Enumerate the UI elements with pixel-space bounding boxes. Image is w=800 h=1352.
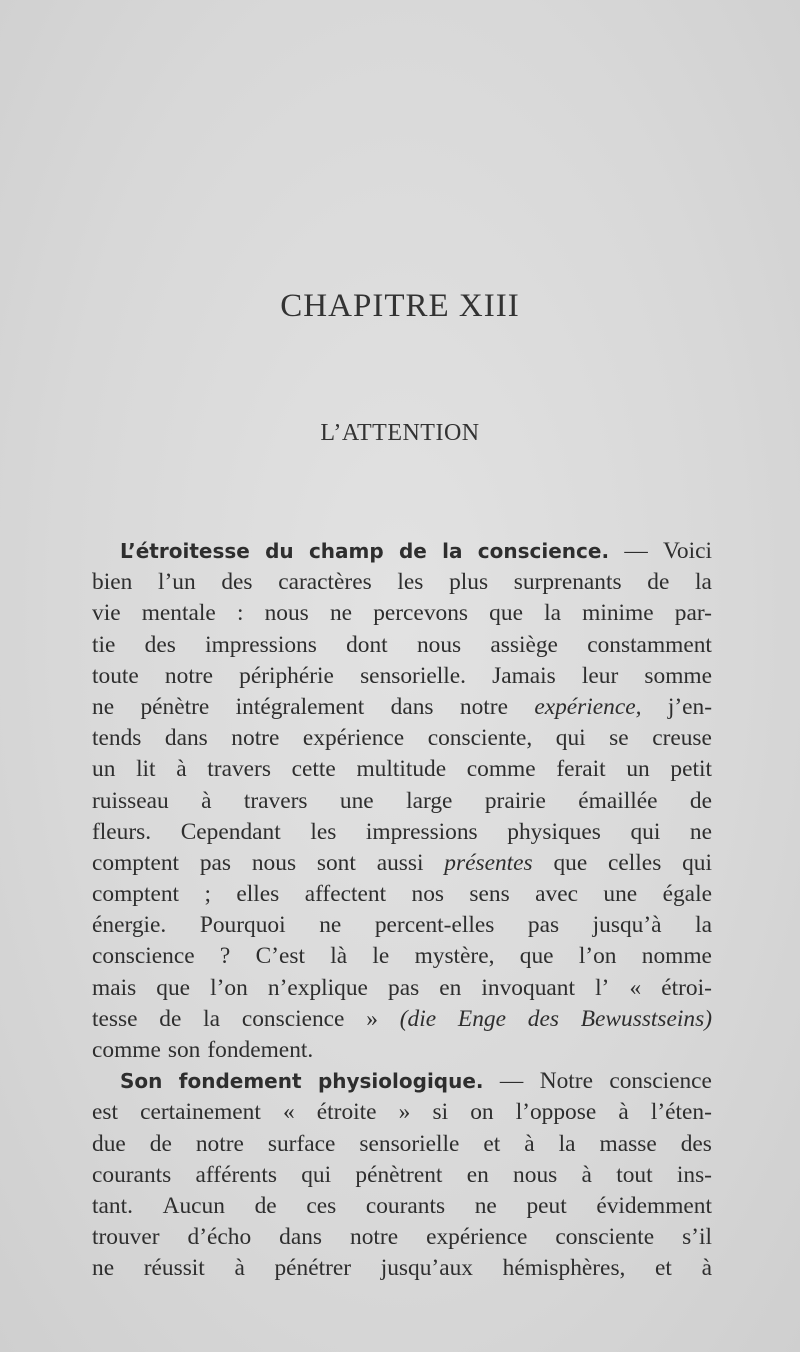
word: comme [466,756,536,783]
word: ? [219,943,231,970]
word: comptent [92,881,180,908]
word: à [618,1099,629,1126]
word: petit [670,756,712,783]
word: est [92,1099,118,1126]
word: la [695,569,712,596]
word: fondement [178,1069,302,1094]
word: là [330,943,348,970]
word: ces [306,1192,337,1219]
text-line [92,1191,712,1222]
word: » [366,1005,378,1032]
word: Jamais [492,662,556,689]
word: l’oppose [515,1099,597,1126]
word: à [701,1255,712,1282]
word: mystère, [414,943,495,970]
word: sensorielle. [360,662,466,689]
word: étroi- [661,974,712,1001]
word: à [201,787,212,814]
word: consciente, [427,725,533,752]
word: sens [469,881,510,908]
word: nous [264,600,309,627]
word: dans [164,725,208,752]
text-line [92,630,712,661]
text-line [92,817,712,848]
word: nous [416,631,462,658]
word: lit [136,756,156,783]
word: pas [388,974,420,1001]
word: pénètrent [355,1161,443,1188]
word: nous [513,1161,558,1188]
word: l’on [210,974,248,1001]
word: consciente [555,1224,655,1251]
word: « [629,974,642,1001]
word: percent-elles [374,912,495,939]
text-line [92,1035,712,1066]
word: l’éten- [650,1099,712,1126]
word: constamment [587,631,712,658]
word: — [499,1068,524,1095]
word: que [519,943,554,970]
word: de [254,1192,277,1219]
word: réussit [143,1255,205,1282]
word: jusqu’à [592,912,662,939]
word: travers [243,787,308,814]
word: avec [535,881,578,908]
word: ne [689,818,712,845]
word: prairie [484,787,546,814]
word: l’on [578,943,617,970]
word: vie [92,600,121,627]
text-line [92,661,712,692]
text-line [92,567,712,598]
word: due [92,1130,126,1157]
word: notre [231,725,280,752]
word: conscience [609,1068,712,1095]
word: le [372,943,390,970]
text-line [92,754,712,785]
word: pénètre [140,693,210,720]
word: physiologique. [317,1069,484,1094]
word: percevons [373,600,469,627]
word: ; [204,881,211,908]
word: évidemment [596,1192,712,1219]
word: Cependant [180,818,281,845]
word: que [156,974,191,1001]
word: les [397,569,424,596]
word: caractères [278,569,372,596]
word: aussi [376,849,424,876]
word: tesse [92,1005,138,1032]
word: courants [365,1192,446,1219]
text-line [92,848,712,879]
word: ruisseau [92,787,169,814]
word: tends [92,725,142,752]
word: de [398,539,427,563]
text-line [92,1160,712,1191]
word: des [221,569,253,596]
word: cette [291,756,336,783]
word: étroite [316,1099,377,1126]
word: impressions [205,631,317,658]
word: ne [92,1255,115,1282]
word: pas [527,912,560,939]
word: comme [92,1037,161,1063]
word: qui [682,849,712,876]
word: leur [581,662,619,689]
word: courants [92,1161,172,1188]
word: n’explique [267,974,368,1001]
word: ne [92,693,115,720]
text-line [92,973,712,1004]
text-line [92,1253,712,1284]
word: nous [251,849,297,876]
text-line [92,1129,712,1160]
word: une [339,787,374,814]
word: de [149,1130,172,1157]
word: la [203,1005,221,1032]
section-title: L’ATTENTION [320,420,480,446]
text-line [92,941,712,972]
word: à [176,756,187,783]
word: on [470,1099,494,1126]
word: pas [199,849,232,876]
text-line [92,879,712,910]
word: du [265,539,294,563]
word: impressions [365,818,478,845]
word: égale [662,881,712,908]
word: la [695,912,712,939]
word: un [92,756,116,783]
word: afférents [195,1161,277,1188]
word: celles [608,849,662,876]
word: conscience [241,1005,345,1032]
word: ne [319,912,342,939]
word: s’il [682,1224,712,1251]
word: la [558,1130,576,1157]
word: qui [555,725,586,752]
word: des [144,631,176,658]
word: énergie. [92,912,167,939]
word: conscience. [477,539,610,563]
text-line [92,910,712,941]
word: toute [92,662,139,689]
word: mentale [141,600,216,627]
text-line [92,723,712,754]
word: masse [599,1130,657,1157]
word: affectent [304,881,387,908]
word: les [310,818,337,845]
word: intégralement [235,693,365,720]
word: Notre [539,1068,593,1095]
text-line [92,536,712,567]
word: que [553,849,588,876]
text-line [92,786,712,817]
word: en [439,974,462,1001]
word: travers [207,756,271,783]
word: trouver [92,1224,160,1251]
word: pénétrer [274,1255,352,1282]
word: la [544,600,561,627]
word: jusqu’aux [380,1255,473,1282]
word: dont [346,631,388,658]
word: creuse [652,725,712,752]
word: l’un [157,569,196,596]
word: présentes [444,849,533,876]
word: elles [236,881,280,908]
word: nos [411,881,444,908]
word: Pourquoi [199,912,286,939]
word: que [489,600,523,627]
word: invoquant [481,974,575,1001]
word: ferait [556,756,606,783]
word: son [167,1037,201,1063]
word: certainement [140,1099,261,1126]
word: des [527,1005,559,1032]
chapter-title: CHAPITRE XIII [280,288,520,324]
word: périphérie [239,662,334,689]
word: émaillée [578,787,658,814]
word: Aucun [162,1192,225,1219]
word: notre [459,693,508,720]
word: sensorielle [359,1130,460,1157]
word: de [159,1005,182,1032]
word: ne [329,600,353,627]
word: somme [644,662,712,689]
word: « [282,1099,295,1126]
word: large [406,787,453,814]
word: à [581,1161,592,1188]
word: se [609,725,629,752]
text-line [92,1004,712,1035]
word: surface [267,1130,336,1157]
word: tout [616,1161,653,1188]
word: à [234,1255,245,1282]
word: dans [279,1224,323,1251]
word: multitude [356,756,447,783]
word: C’est [255,943,305,970]
word: champ [308,539,384,563]
word: surprenants [513,569,622,596]
word: des [680,1130,712,1157]
word: minime [582,600,654,627]
word: Bewusstseins) [580,1005,712,1032]
word: dans [390,693,434,720]
word: conscience [92,943,195,970]
word: » [398,1099,411,1126]
word: j’en- [667,693,712,720]
text-line [92,1066,712,1097]
word: qui [630,818,661,845]
word: hémisphères, [502,1255,626,1282]
word: en [466,1161,489,1188]
word: bien [92,569,133,596]
word: à [524,1130,535,1157]
word: et [483,1130,501,1157]
word: physiques [507,818,601,845]
word: sont [316,849,356,876]
word: notre [350,1224,399,1251]
word: un [626,756,650,783]
word: qui [301,1161,332,1188]
word: de [689,787,712,814]
word: mais [92,974,137,1001]
word: si [432,1099,449,1126]
text-line [92,1222,712,1253]
text-line [92,1097,712,1128]
word: expérience [302,725,405,752]
word: la [442,539,463,563]
word: fleurs. [92,818,152,845]
word: notre [195,1130,244,1157]
word: tant. [92,1192,133,1219]
text-line [92,598,712,629]
word: L’étroitesse [120,539,250,563]
word: Son [120,1069,163,1094]
word: de [647,569,670,596]
word: : [236,600,244,627]
word: nomme [641,943,712,970]
text-line [92,692,712,723]
word: expérience, [534,693,642,720]
word: expérience [426,1224,528,1251]
word: assiège [490,631,558,658]
word: Enge [457,1005,506,1032]
word: peut [526,1192,567,1219]
word: par- [674,600,712,627]
word: (die [399,1005,437,1032]
word: comptent [92,849,180,876]
word: tie [92,631,116,658]
body-text [92,536,712,1285]
word: — [624,538,648,564]
word: ins- [676,1161,712,1188]
word: une [603,881,638,908]
word: ne [474,1192,497,1219]
word: et [655,1255,672,1282]
word: d’écho [187,1224,252,1251]
word: l’ [595,974,610,1001]
word: plus [449,569,489,596]
word: notre [164,662,213,689]
word: Voici [663,538,712,564]
word: fondement. [207,1037,314,1063]
